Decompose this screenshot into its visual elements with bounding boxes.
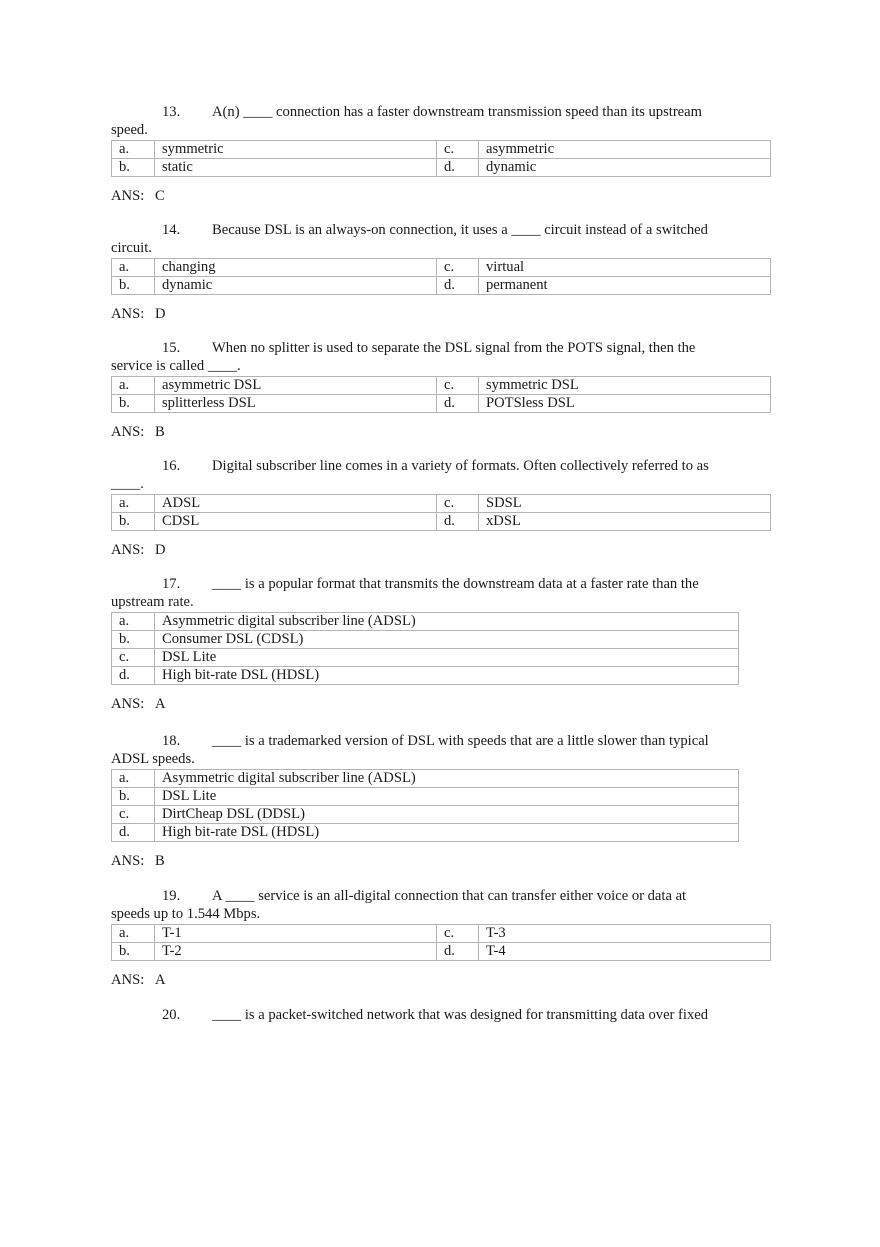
option-row [112,159,771,177]
question-17 [111,576,771,713]
answer-label: ANS: [111,972,145,988]
option-text: changing [155,259,437,277]
option-text: static [155,159,437,177]
options-table [111,769,739,842]
answer-value: D [155,542,166,558]
option-letter: d. [437,277,479,295]
question-text-line-1: Digital subscriber line comes in a variety of formats. Often collectively referred to as [212,458,709,474]
question-18 [111,733,771,870]
question-stem [111,104,771,140]
option-row [112,395,771,413]
option-text: Consumer DSL (CDSL) [155,631,739,649]
option-letter: d. [437,395,479,413]
option-text: xDSL [479,513,771,531]
question-stem [111,888,771,924]
option-letter: d. [437,943,479,961]
option-letter: b. [112,788,155,806]
question-text-line-1: When no splitter is used to separate the DSL signal from the POTS signal, then the [212,340,696,356]
option-row [112,788,739,806]
option-text: DSL Lite [155,649,739,667]
option-letter: a. [112,925,155,943]
option-letter: a. [112,613,155,631]
option-letter: c. [437,141,479,159]
answer-label: ANS: [111,306,145,322]
question-text-line-2: speed. [111,122,148,138]
question-text-line-2: speeds up to 1.544 Mbps. [111,906,261,922]
option-letter: d. [437,513,479,531]
option-text: symmetric DSL [479,377,771,395]
option-row [112,513,771,531]
question-number: 16. [162,458,181,474]
option-letter: c. [112,649,155,667]
option-row [112,649,739,667]
option-text: ADSL [155,495,437,513]
option-row [112,667,739,685]
option-letter: d. [112,824,155,842]
option-row [112,259,771,277]
option-text: High bit-rate DSL (HDSL) [155,667,739,685]
question-stem [111,222,771,258]
answer-line [111,305,771,323]
answer-value: C [155,188,165,204]
option-text: POTSless DSL [479,395,771,413]
question-text-line-1: ____ is a trademarked version of DSL with speeds that are a little slower than typical [212,733,709,749]
answer-line [111,423,771,441]
options-table [111,494,771,531]
question-14 [111,222,771,323]
option-letter: c. [437,925,479,943]
question-number: 19. [162,888,181,904]
option-row [112,613,739,631]
option-text: asymmetric [479,141,771,159]
option-letter: b. [112,277,155,295]
option-text: permanent [479,277,771,295]
option-letter: a. [112,495,155,513]
question-number: 18. [162,733,181,749]
answer-value: B [155,853,165,869]
option-letter: a. [112,377,155,395]
question-number: 20. [162,1007,181,1023]
option-text: splitterless DSL [155,395,437,413]
option-row [112,377,771,395]
option-letter: c. [437,377,479,395]
option-row [112,824,739,842]
question-text-line-1: ____ is a packet-switched network that was designed for transmitting data over fixed [212,1007,709,1023]
option-letter: b. [112,159,155,177]
answer-label: ANS: [111,542,145,558]
answer-value: A [155,696,166,712]
option-row [112,943,771,961]
question-number: 14. [162,222,181,238]
option-letter: b. [112,631,155,649]
option-text: Asymmetric digital subscriber line (ADSL) [155,770,739,788]
question-13 [111,104,771,205]
answer-line [111,187,771,205]
option-text: T-1 [155,925,437,943]
answer-label: ANS: [111,188,145,204]
option-letter: a. [112,259,155,277]
question-text-line-2: ADSL speeds. [111,751,195,767]
option-text: symmetric [155,141,437,159]
option-text: DSL Lite [155,788,739,806]
question-number: 13. [162,104,181,120]
option-letter: c. [437,259,479,277]
option-text: dynamic [479,159,771,177]
answer-value: A [155,972,166,988]
option-letter: a. [112,141,155,159]
question-stem [111,1007,771,1043]
option-row [112,806,739,824]
answer-label: ANS: [111,696,145,712]
options-table [111,924,771,961]
question-text-line-1: A ____ service is an all-digital connection that can transfer either voice or data at [212,888,687,904]
answer-value: B [155,424,165,440]
option-text: T-3 [479,925,771,943]
option-row [112,631,739,649]
options-table [111,140,771,177]
question-number: 15. [162,340,181,356]
option-row [112,925,771,943]
answer-line [111,695,771,713]
option-row [112,141,771,159]
question-text-line-1: ____ is a popular format that transmits the downstream data at a faster rate than the [212,576,699,592]
question-stem [111,733,771,769]
question-19 [111,888,771,989]
question-stem [111,340,771,376]
option-row [112,495,771,513]
question-text-line-2: upstream rate. [111,594,194,610]
question-number: 17. [162,576,181,592]
option-text: dynamic [155,277,437,295]
answer-line [111,971,771,989]
option-text: SDSL [479,495,771,513]
options-table [111,376,771,413]
question-20 [111,1007,771,1043]
option-text: asymmetric DSL [155,377,437,395]
question-text-line-1: A(n) ____ connection has a faster downstream transmission speed than its upstream [212,104,702,120]
answer-line [111,541,771,559]
option-row [112,277,771,295]
answer-label: ANS: [111,853,145,869]
option-text: T-4 [479,943,771,961]
option-text: Asymmetric digital subscriber line (ADSL) [155,613,739,631]
option-text: DirtCheap DSL (DDSL) [155,806,739,824]
question-stem [111,458,771,494]
option-text: virtual [479,259,771,277]
question-text-line-1: Because DSL is an always-on connection, it uses a ____ circuit instead of a switched [212,222,708,238]
option-row [112,770,739,788]
option-text: High bit-rate DSL (HDSL) [155,824,739,842]
option-letter: c. [112,806,155,824]
option-letter: c. [437,495,479,513]
options-table [111,612,739,685]
question-15 [111,340,771,441]
option-letter: d. [437,159,479,177]
option-letter: a. [112,770,155,788]
question-16 [111,458,771,559]
option-letter: b. [112,513,155,531]
option-text: CDSL [155,513,437,531]
options-table [111,258,771,295]
option-letter: b. [112,943,155,961]
answer-line [111,852,771,870]
option-text: T-2 [155,943,437,961]
question-text-line-2: circuit. [111,240,152,256]
option-letter: d. [112,667,155,685]
option-letter: b. [112,395,155,413]
question-stem [111,576,771,612]
question-text-line-2: service is called ____. [111,358,241,374]
question-text-line-2: ____. [111,476,144,492]
answer-value: D [155,306,166,322]
answer-label: ANS: [111,424,145,440]
